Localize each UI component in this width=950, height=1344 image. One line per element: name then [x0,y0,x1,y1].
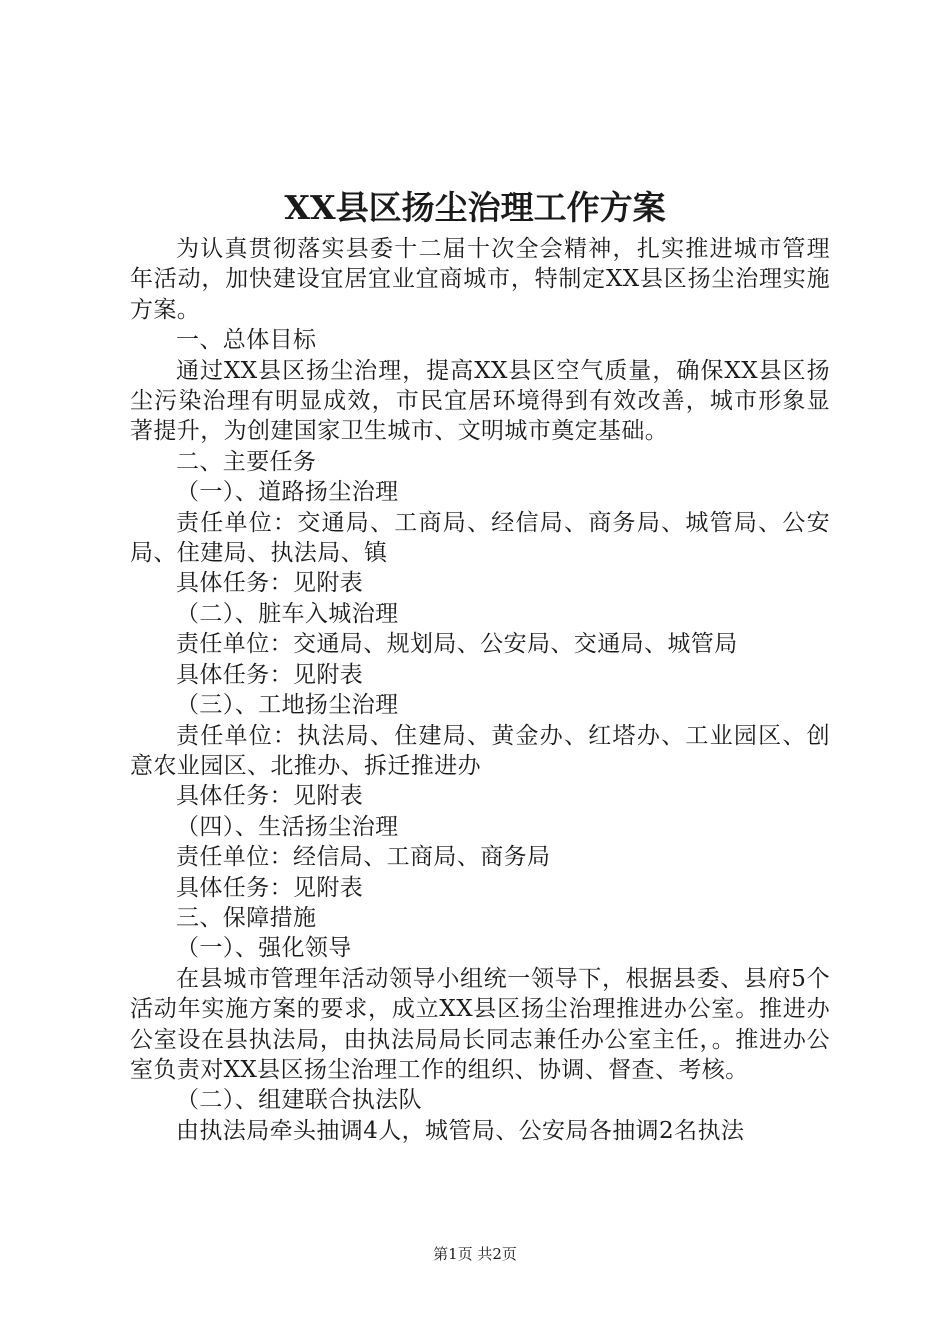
section-heading: 二、主要任务 [176,448,317,475]
section-heading: 一、总体目标 [176,327,317,354]
specific-tasks: 具体任务：见附表 [176,661,364,688]
specific-tasks: 具体任务：见附表 [176,783,364,810]
page-footer: 第1页 共2页 [433,1245,517,1263]
responsible-units: 责任单位：交通局、工商局、经信局、商务局、城管局、公安局、住建局、执法局、镇 [130,509,830,567]
responsible-units: 责任单位：经信局、工商局、商务局 [176,844,551,871]
body-paragraph: 由执法局牵头抽调4人，城管局、公安局各抽调2名执法 [176,1117,745,1144]
subsection-heading: （二）、组建联合执法队 [176,1087,422,1114]
specific-tasks: 具体任务：见附表 [176,874,364,901]
responsible-units: 责任单位：执法局、住建局、黄金办、红塔办、工业园区、创意农业园区、北推办、拆迁推进办 [130,722,830,779]
subsection-heading: （二）、脏车入城治理 [176,600,399,627]
subsection-heading: （一）、强化领导 [176,935,352,962]
responsible-units: 责任单位：交通局、规划局、公安局、交通局、城管局 [176,631,738,658]
intro-paragraph: 为认真贯彻落实县委十二届十次全会精神，扎实推进城市管理年活动，加快建设宜居宜业宜商城市，特制定XX县区扬尘治理实施方案。 [130,236,830,323]
specific-tasks: 具体任务：见附表 [176,570,364,597]
document-title: XX县区扬尘治理工作方案 [284,188,666,227]
subsection-heading: （四）、生活扬尘治理 [176,813,399,840]
subsection-heading: （一）、道路扬尘治理 [176,479,399,506]
document-body [130,234,830,1146]
subsection-heading: （三）、工地扬尘治理 [176,692,399,719]
body-paragraph: 通过XX县区扬尘治理，提高XX县区空气质量，确保XX县区扬尘污染治理有明显成效，市民宜居环境得到有效改善，城市形象显著提升，为创建国家卫生城市、文明城市奠定基础。 [130,357,830,445]
section-heading: 三、保障措施 [176,904,317,931]
body-paragraph: 在县城市管理年活动领导小组统一领导下，根据县委、县府5个活动年实施方案的要求，成立XX县区扬尘治理推进办公室。推进办公室设在县执法局，由执法局局长同志兼任办公室主任，。推进办公室负责对XX县区扬尘治理工作的组织、协调、督查、考核。 [130,965,830,1083]
